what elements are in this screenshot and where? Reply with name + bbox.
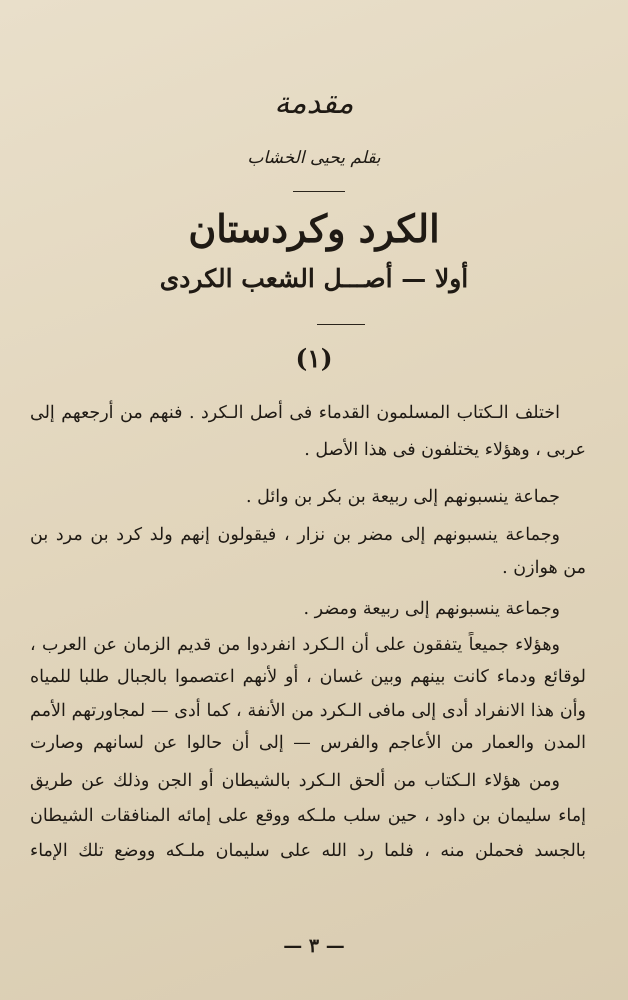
body-line: بالجسد فحملن منه ، فلما رد الله على سليمان ملـكه ووضع تلك الإماء [30, 841, 586, 861]
body-line: عربى ، وهؤلاء يختلفون فى هذا الأصل . [304, 440, 586, 460]
body-line: ومن هؤلاء الـكتاب من ألحق الـكرد بالشيطان أو الجن وذلك عن طريق [30, 771, 560, 791]
introduction-heading: مقدمة [274, 86, 354, 121]
divider-rule [317, 324, 365, 325]
body-line: المدن والعمار من الأعاجم والفرس — إلى أن حالوا عن لسانهم وصارت [30, 733, 586, 753]
body-line: وجماعة ينسبونهم إلى ربيعة ومضر . [303, 599, 560, 619]
divider-rule [293, 191, 345, 192]
body-line: وأن هذا الانفراد أدى إلى مافى الـكرد من الأنفة ، كما أدى — لمجاورتهم الأمم [30, 701, 586, 721]
section-subtitle: أولا — أصـــل الشعب الكردى [159, 264, 469, 293]
section-number: (١) [295, 344, 333, 373]
chapter-title: الكرد وكردستان [188, 206, 440, 251]
body-line: جماعة ينسبونهم إلى ربيعة بن بكر بن وائل . [245, 487, 560, 507]
body-line: اختلف الـكتاب المسلمون القدماء فى أصل الـكرد . فنهم من أرجعهم إلى [30, 403, 560, 423]
body-line: وهؤلاء جميعاً يتفقون على أن الـكرد انفردوا من قديم الزمان عن العرب ، [30, 635, 560, 655]
body-line: من هوازن . [502, 558, 586, 578]
body-line: لوقائع ودماء كانت بينهم وبين غسان ، أو لأنهم اعتصموا بالجبال طلبا للمياه [30, 667, 586, 687]
author-byline: بقلم يحيى الخشاب [247, 148, 381, 168]
body-line: وجماعة ينسبونهم إلى مضر بن نزار ، فيقولون إنهم ولد كرد بن مرد بن [30, 525, 560, 545]
page-number: — ٣ — [283, 935, 345, 957]
body-line: إماء سليمان بن داود ، حين سلب ملـكه ووقع على إمائه المنافقات الشيطان [30, 806, 586, 826]
